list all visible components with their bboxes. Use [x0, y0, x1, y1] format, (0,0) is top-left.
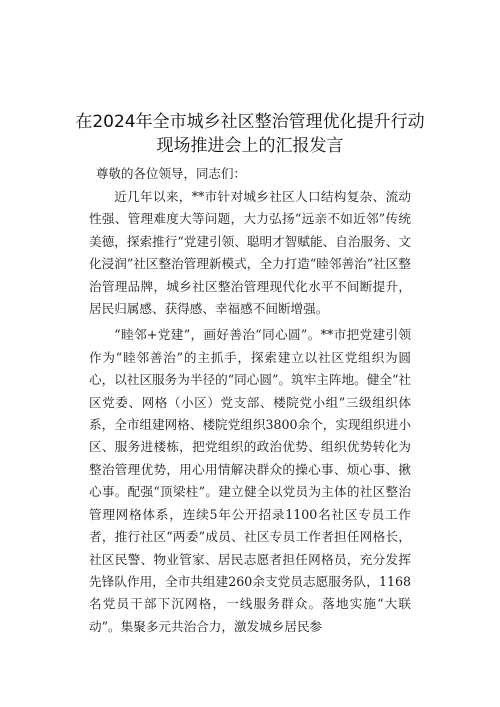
body-paragraph-2: “睦邻+党建”，画好善治“同心圆”。**市把党建引领作为“睦邻善治”的主抓手，探索建立以社区党组织为圆心，以社区服务为半径的“同心圆”。筑牢主阵地。健全“社区党委、网格（小区）党支部、楼院党小组”三级组织体系，全市组建网格、楼院党组织3800余个，实现组织进小区、服务进楼栋，把党组织的政治优势、组织优势转化为整治管理优势，用心用情解决群众的操心事、烦心事、揪心事。配强“顶梁柱”。建立健全以党员为主体的社区整治管理网格体系，连续5年公开招录1100名社区专员工作者，推行社区“两委”成员、社区专员工作者担任网格长，社区民警、物业管家、居民志愿者担任网格员，充分发挥先锋队作用，全市共组建260余支党员志愿服务队，1168名党员干部下沉网格，一线服务群众。落地实施“大联动”。集聚多元共治合力，激发城乡居民参: [89, 327, 411, 634]
salutation: 尊敬的各位领导，同志们：: [96, 166, 247, 181]
document-title-line-1: 在2024年全市城乡社区整治管理优化提升行动: [75, 112, 425, 132]
document-body: [89, 186, 411, 638]
document-title-line-2: 现场推进会上的汇报发言: [156, 136, 344, 156]
body-paragraph-1: 近几年以来，**市针对城乡社区人口结构复杂、流动性强、管理难度大等问题，大力弘扬“远亲不如近邻”传统美德，探索推行“党建引领、聪明才智赋能、自治服务、文化浸润”社区整治管理新模式，全力打造“睦邻善治”社区整治管理品牌，城乡社区整治管理现代化水平不间断提升，居民归属感、获得感、幸福感不间断增强。: [89, 189, 411, 317]
